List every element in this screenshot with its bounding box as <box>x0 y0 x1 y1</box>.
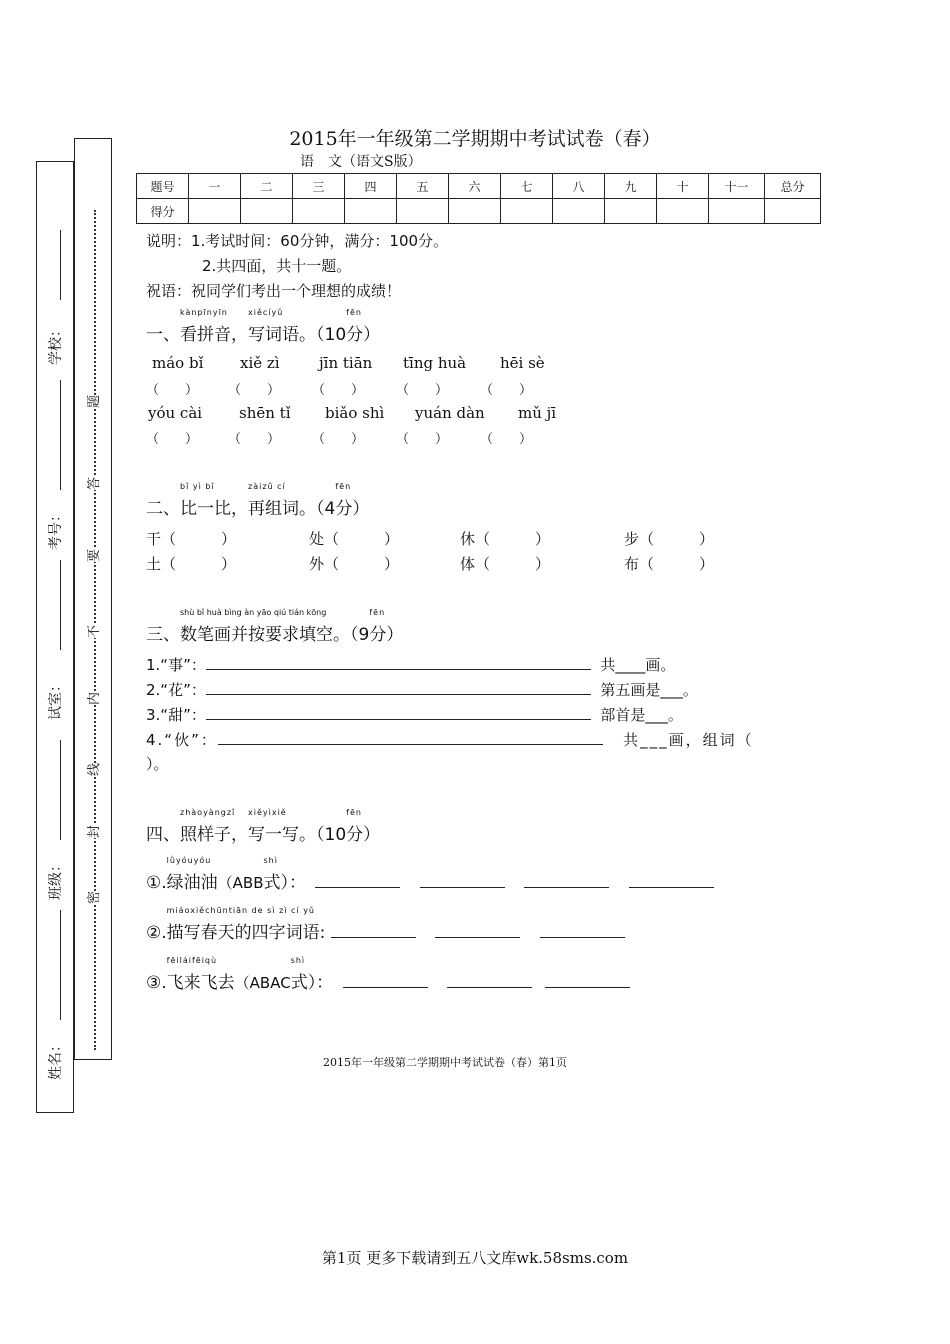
seal-char-yao: 要 <box>83 549 102 562</box>
q4-answer-line[interactable] <box>447 973 532 988</box>
score-input[interactable] <box>241 199 293 224</box>
q2-item-4[interactable]: 步（ ） <box>624 530 715 548</box>
q3-item-1 <box>146 654 675 675</box>
q4-item-word: miáoxiěchūntiān de sì zì cí yǔ 描写春天的四字词语 <box>166 906 320 943</box>
q2-title-part: zàizǔ cí 再组词 <box>248 482 299 519</box>
q2-item-3[interactable]: 休（ ） <box>460 530 551 548</box>
q4-answer-line[interactable] <box>540 923 625 938</box>
q2-item-8[interactable]: 布（ ） <box>624 555 715 573</box>
q4-item-end: : <box>319 923 326 943</box>
score-cell: 得分 <box>137 199 189 224</box>
name-label: 姓名： <box>48 1038 64 1080</box>
q4-item-3 <box>146 956 630 993</box>
school-blank <box>60 230 61 300</box>
q1-pinyin-8: biǎo shì <box>325 404 385 422</box>
q1-title-part: kànpīnyīn 看拼音 <box>180 308 231 345</box>
score-input[interactable] <box>501 199 553 224</box>
binding-strip-outer <box>36 161 74 1113</box>
q4-item-1 <box>146 856 714 893</box>
score-cell: 七 <box>501 174 553 199</box>
seal-char-mi: 密 <box>83 891 102 904</box>
q2-item-1[interactable]: 干（ ） <box>146 530 237 548</box>
score-cell: 四 <box>345 174 397 199</box>
q4-item-end: ）： <box>280 873 306 893</box>
q3-item-suffix: 共____画。 <box>600 656 676 674</box>
q4-item-2 <box>146 906 625 943</box>
q4-title-part: 。（10 <box>299 825 347 845</box>
binding-strip-inner <box>74 138 112 1060</box>
page-subtitle: 语 文（语文S版） <box>300 154 422 170</box>
exam-no-label: 考号： <box>48 508 64 550</box>
q3-prefix: 三、 <box>146 625 180 645</box>
q1-answer-5[interactable]: （ ） <box>480 383 533 398</box>
q4-item-end: ）： <box>307 973 334 993</box>
q3-item-label: 2.“花”： <box>146 681 206 699</box>
q1-answer-1[interactable]: （ ） <box>146 383 199 398</box>
seal-char-feng: 封 <box>83 825 102 838</box>
q2-prefix: 二、 <box>146 499 180 519</box>
q3-item-3 <box>146 704 683 725</box>
score-input[interactable] <box>709 199 765 224</box>
class-blank <box>60 910 61 1020</box>
q4-item-num: ③. <box>146 973 167 993</box>
q2-item-5[interactable]: 土（ ） <box>146 555 237 573</box>
q1-answer-6[interactable]: （ ） <box>146 432 199 447</box>
q2-title <box>146 482 370 519</box>
q4-title-part: ） <box>363 825 381 845</box>
q3-answer-line[interactable] <box>206 655 591 670</box>
instruction-line-1: 说明：1.考试时间：60分钟，满分：100分。 <box>146 232 449 250</box>
q1-answer-3[interactable]: （ ） <box>312 383 365 398</box>
q3-item-label: 1.“事”： <box>146 656 206 674</box>
q1-answer-7[interactable]: （ ） <box>228 432 281 447</box>
q1-pinyin-6: yóu cài <box>148 404 203 422</box>
score-input[interactable] <box>449 199 501 224</box>
q3-title-part: ） <box>386 625 404 645</box>
q3-item-4-tail: ）。 <box>146 755 169 773</box>
q1-prefix: 一、 <box>146 325 180 345</box>
q3-answer-line[interactable] <box>206 680 591 695</box>
room-label: 试室： <box>48 678 64 720</box>
q1-pinyin-9: yuán dàn <box>415 404 485 422</box>
q3-answer-line[interactable] <box>218 730 603 745</box>
q1-pinyin-5: hēi sè <box>500 354 545 372</box>
score-input[interactable] <box>553 199 605 224</box>
q1-title <box>146 308 381 345</box>
q4-title-part: xiěyìxiě 写一写 <box>248 808 299 845</box>
score-input[interactable] <box>605 199 657 224</box>
q1-answer-4[interactable]: （ ） <box>396 383 449 398</box>
q3-title-part: fēn 分 <box>369 608 387 645</box>
q4-answer-line[interactable] <box>343 973 428 988</box>
page-title: 2015年一年级第二学期期中考试试卷（春） <box>289 128 661 150</box>
score-input[interactable] <box>765 199 821 224</box>
q3-item-2 <box>146 679 698 700</box>
score-input[interactable] <box>657 199 709 224</box>
q1-title-part: ， <box>231 325 248 345</box>
q1-pinyin-10: mǔ jī <box>518 404 557 422</box>
q3-item-4 <box>146 729 754 750</box>
download-note: 第1页 更多下载请到五八文库wk.58sms.com <box>321 1249 629 1267</box>
q4-item-word: fēiláifēiqù 飞来飞去 <box>166 956 235 993</box>
q4-item-num: ②. <box>146 923 167 943</box>
blessing-line: 祝语：祝同学们考出一个理想的成绩！ <box>146 282 402 300</box>
q4-answer-line[interactable] <box>420 873 505 888</box>
q2-title-part: ） <box>352 499 370 519</box>
q1-title-part: fēn 分 <box>346 308 364 345</box>
exam-no-blank <box>60 380 61 490</box>
q1-pinyin-3: jīn tiān <box>319 354 373 372</box>
school-label: 学校： <box>48 323 64 365</box>
score-cell: 十一 <box>709 174 765 199</box>
q4-answer-line[interactable] <box>524 873 609 888</box>
q1-title-part: ） <box>363 325 381 345</box>
q1-answer-9[interactable]: （ ） <box>396 432 449 447</box>
q4-item-word: lǜyóuyóu 绿油油 <box>166 856 218 893</box>
score-cell: 八 <box>553 174 605 199</box>
q3-answer-line[interactable] <box>206 705 591 720</box>
score-cell: 一 <box>189 174 241 199</box>
score-cell: 九 <box>605 174 657 199</box>
q1-pinyin-4: tīng huà <box>403 354 467 372</box>
q3-item-label: 3.“甜”： <box>146 706 206 724</box>
score-cell: 总分 <box>765 174 821 199</box>
q2-title-part: ， <box>231 499 248 519</box>
q3-item-suffix: 共___画，组词（ <box>623 731 754 749</box>
q4-answer-line[interactable] <box>331 923 416 938</box>
q4-title-part: ， <box>231 825 248 845</box>
q1-title-part: xiěcíyǔ 写词语 <box>248 308 299 345</box>
score-input[interactable] <box>397 199 449 224</box>
score-input[interactable] <box>189 199 241 224</box>
seal-char-bu: 不 <box>83 625 102 638</box>
score-cell: 题号 <box>137 174 189 199</box>
q4-answer-line[interactable] <box>315 873 400 888</box>
q1-title-part: 。（10 <box>299 325 347 345</box>
q4-item-shi: shì 式 <box>263 856 281 893</box>
q2-item-6[interactable]: 外（ ） <box>309 555 400 573</box>
score-input[interactable] <box>293 199 345 224</box>
q2-item-7[interactable]: 体（ ） <box>460 555 551 573</box>
q4-item-after: （ABB <box>217 874 264 892</box>
room-blank <box>60 740 61 840</box>
q4-answer-line[interactable] <box>629 873 714 888</box>
q3-item-suffix: 部首是___。 <box>600 706 683 724</box>
q1-pinyin-1: máo bǐ <box>152 354 204 372</box>
seal-char-xian: 线 <box>83 763 102 776</box>
q3-title-part: 。（9 <box>333 625 370 645</box>
q4-title <box>146 808 381 845</box>
score-table <box>136 173 821 224</box>
q3-item-suffix: 第五画是___。 <box>600 681 698 699</box>
q1-answer-8[interactable]: （ ） <box>312 432 365 447</box>
q1-answer-10[interactable]: （ ） <box>480 432 533 447</box>
score-header-row <box>137 174 821 199</box>
q4-item-shi: shì 式 <box>290 956 308 993</box>
seal-char-nei: 内 <box>83 692 102 705</box>
class-label: 班级： <box>48 858 64 900</box>
q4-item-after: （ABAC <box>234 974 291 992</box>
score-cell: 十 <box>657 174 709 199</box>
q4-answer-line[interactable] <box>435 923 520 938</box>
seal-char-da: 答 <box>83 477 102 490</box>
q1-pinyin-7: shēn tǐ <box>239 404 291 422</box>
q3-title-part: shù bǐ huà bìng àn yāo qiú tián kōng 数笔画并按要求填空 <box>180 608 333 645</box>
q4-prefix: 四、 <box>146 825 180 845</box>
q4-item-num: ①. <box>146 873 167 893</box>
score-cell: 五 <box>397 174 449 199</box>
q1-pinyin-2: xiě zì <box>240 354 280 372</box>
score-value-row <box>137 199 821 224</box>
q3-item-label: 4.“伙”： <box>146 731 218 749</box>
instruction-line-2: 2.共四面，共十一题。 <box>202 257 352 275</box>
page-footer: 2015年一年级第二学期期中考试试卷（春）第1页 <box>323 1056 567 1069</box>
q2-title-part: bǐ yì bǐ 比一比 <box>180 482 231 519</box>
q4-title-part: zhàoyàngzǐ 照样子 <box>180 808 236 845</box>
q1-answer-2[interactable]: （ ） <box>228 383 281 398</box>
q2-title-part: 。（4 <box>299 499 336 519</box>
q2-item-2[interactable]: 处（ ） <box>309 530 400 548</box>
score-cell: 三 <box>293 174 345 199</box>
q2-title-part: fēn 分 <box>335 482 353 519</box>
score-cell: 二 <box>241 174 293 199</box>
score-cell: 六 <box>449 174 501 199</box>
q3-title <box>146 608 404 645</box>
q4-answer-line[interactable] <box>545 973 630 988</box>
q4-title-part: fēn 分 <box>346 808 364 845</box>
score-input[interactable] <box>345 199 397 224</box>
seal-char-ti: 题 <box>83 395 102 408</box>
exam-no-blank-2 <box>60 560 61 650</box>
